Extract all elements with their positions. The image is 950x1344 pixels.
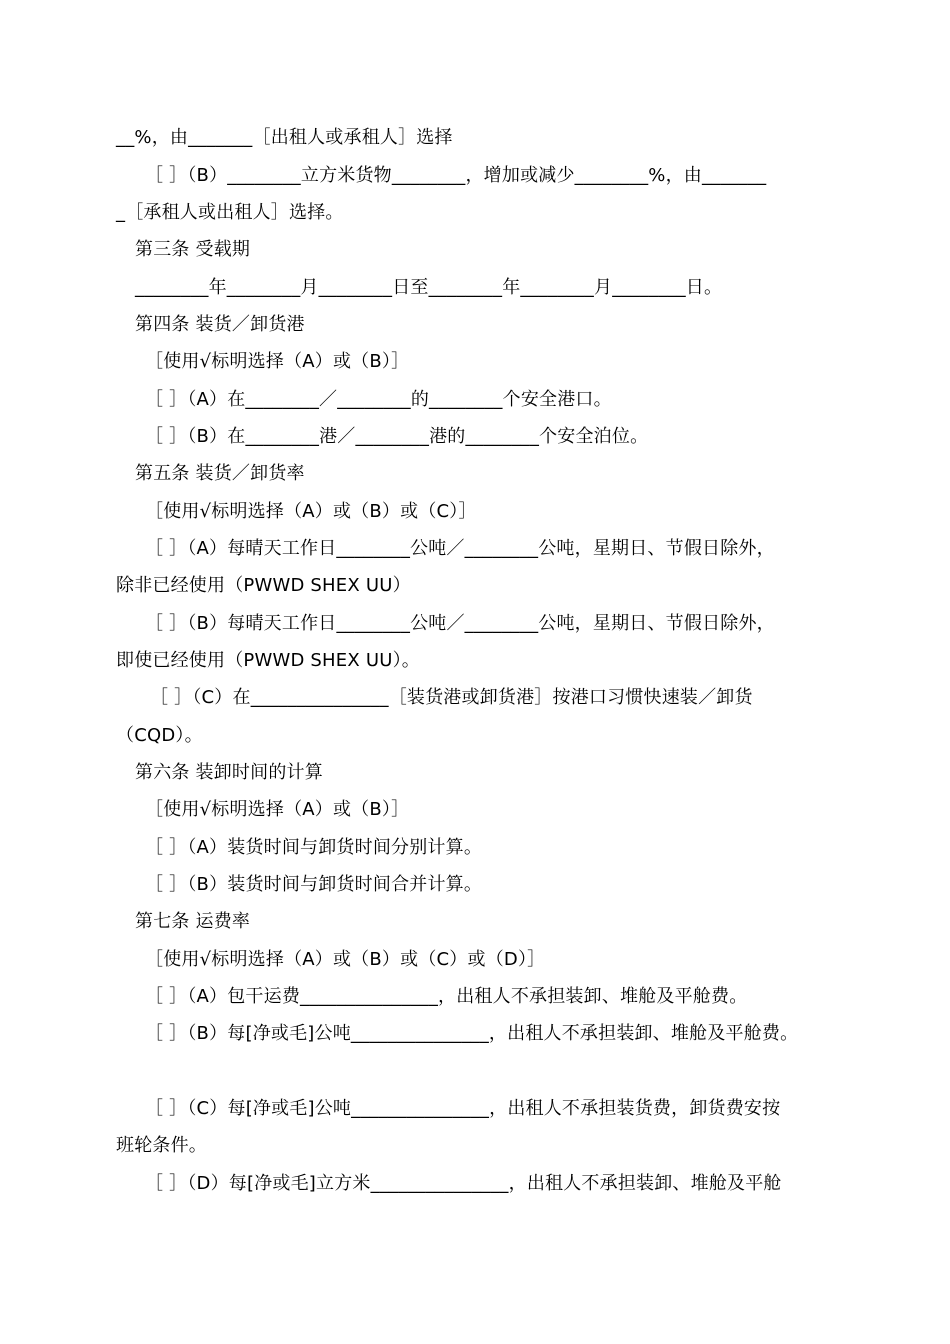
text-line: __%，由_______［出租人或承租人］选择 xyxy=(116,127,453,148)
section-heading: 第六条 装卸时间的计算 xyxy=(135,762,323,783)
instruction-line: ［使用√标明选择（A）或（B）］ xyxy=(145,799,410,820)
option-line: ［ ］（B）在________港／________港的________个安全泊位。 xyxy=(145,426,649,447)
text-line: 即使已经使用（PWWD SHEX UU）。 xyxy=(116,650,420,671)
text-line: _［承租人或出租人］选择。 xyxy=(116,202,344,223)
option-line: ［ ］（B）装货时间与卸货时间合并计算。 xyxy=(145,874,483,895)
text-line: ________年________月________日至________年________月________日。 xyxy=(135,277,723,298)
option-line: ［ ］（C）每[净或毛]公吨_______________，出租人不承担装货费，卸货费安按 xyxy=(145,1098,781,1119)
section-heading: 第五条 装货／卸货率 xyxy=(135,463,305,484)
section-heading: 第七条 运费率 xyxy=(135,911,251,932)
instruction-line: ［使用√标明选择（A）或（B）］ xyxy=(145,351,410,372)
text-line: 班轮条件。 xyxy=(116,1135,207,1156)
option-line: ［ ］（D）每[净或毛]立方米_______________，出租人不承担装卸、堆舱及平舱 xyxy=(145,1173,782,1194)
option-line: ［ ］（A）装货时间与卸货时间分别计算。 xyxy=(145,837,483,858)
option-line: ［ ］（A）包干运费_______________，出租人不承担装卸、堆舱及平舱费。 xyxy=(145,986,748,1007)
option-line: ［ ］（A）在________／________的________个安全港口。 xyxy=(145,389,612,410)
option-line: ［ ］（B）每晴天工作日________公吨／________公吨，星期日、节假日除外， xyxy=(145,613,775,634)
text-line: ［ ］（B）________立方米货物________，增加或减少________%，由_______ xyxy=(145,165,767,186)
option-line: ［ ］（A）每晴天工作日________公吨／________公吨，星期日、节假日除外， xyxy=(145,538,775,559)
section-heading: 第三条 受载期 xyxy=(135,239,251,260)
text-line: （CQD）。 xyxy=(116,725,203,746)
instruction-line: ［使用√标明选择（A）或（B）或（C）］ xyxy=(145,501,477,522)
option-line: ［ ］（C）在_______________［装货港或卸货港］按港口习惯快速装／卸货 xyxy=(150,687,753,708)
section-heading: 第四条 装货／卸货港 xyxy=(135,314,305,335)
instruction-line: ［使用√标明选择（A）或（B）或（C）或（D）］ xyxy=(145,949,546,970)
text-line: 除非已经使用（PWWD SHEX UU） xyxy=(116,575,411,596)
option-line: ［ ］（B）每[净或毛]公吨_______________，出租人不承担装卸、堆舱及平舱费。 xyxy=(145,1023,799,1044)
